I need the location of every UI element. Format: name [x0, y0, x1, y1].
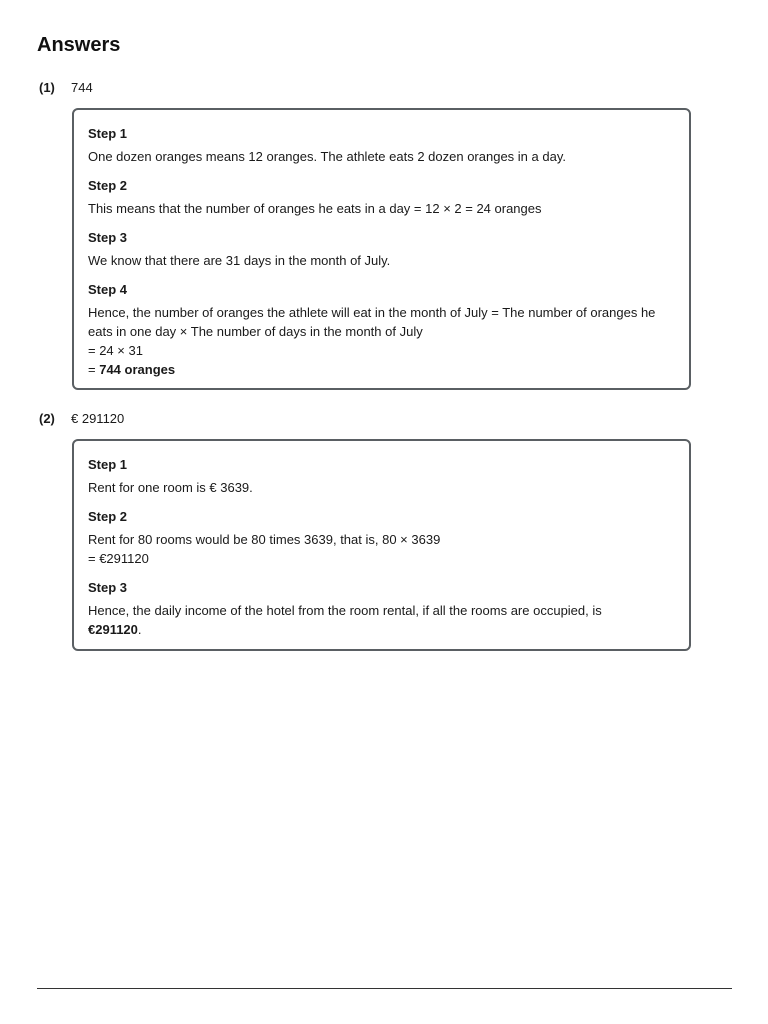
solution-box-2 — [72, 439, 691, 651]
answer-2-header — [39, 411, 124, 427]
step — [88, 228, 675, 270]
answer-number: (2) — [39, 411, 55, 426]
step-text: Rent for 80 rooms would be 80 times 3639, that is, 80 × 3639 — [88, 532, 441, 547]
step-title: Step 3 — [88, 230, 128, 245]
step — [88, 578, 675, 639]
final-prefix: = — [88, 362, 100, 377]
step — [88, 455, 675, 497]
final-answer-line — [88, 360, 675, 379]
footer-divider — [37, 988, 732, 989]
solution-box-1 — [72, 108, 691, 390]
step-title: Step 1 — [88, 126, 128, 141]
answer-value: 744 — [71, 80, 93, 95]
step-title: Step 2 — [88, 178, 128, 193]
page-title: Answers — [37, 34, 121, 56]
step — [88, 280, 675, 379]
final-answer: €291120 — [88, 622, 138, 637]
answer-value: € 291120 — [71, 411, 125, 426]
step-title: Step 3 — [88, 580, 128, 595]
final-answer: 744 oranges — [99, 362, 176, 377]
step-text: One dozen oranges means 12 oranges. The athlete eats 2 dozen oranges in a day. — [88, 149, 566, 164]
step — [88, 124, 675, 166]
step-text: Hence, the number of oranges the athlete will eat in the month of July = The number of oranges he eats in one day × The number of days in the month of July — [88, 305, 656, 339]
step-body — [88, 303, 675, 379]
step-title: Step 1 — [88, 457, 128, 472]
step — [88, 176, 675, 218]
final-answer-line — [88, 620, 675, 639]
answer-number: (1) — [39, 80, 55, 95]
answer-1-header — [39, 80, 93, 96]
step-text: Hence, the daily income of the hotel from the room rental, if all the rooms are occupied, is — [88, 603, 602, 618]
step-text: Rent for one room is € 3639. — [88, 480, 253, 495]
step-title: Step 2 — [88, 509, 128, 524]
step-body — [88, 601, 675, 639]
step-text: We know that there are 31 days in the month of July. — [88, 253, 391, 268]
final-suffix: . — [137, 622, 142, 637]
step-text: = 24 × 31 — [88, 343, 143, 358]
step-title: Step 4 — [88, 282, 128, 297]
step — [88, 507, 675, 568]
step-body — [88, 530, 675, 568]
step-text: = €291120 — [88, 551, 149, 566]
step-text: This means that the number of oranges he eats in a day = 12 × 2 = 24 oranges — [88, 201, 542, 216]
